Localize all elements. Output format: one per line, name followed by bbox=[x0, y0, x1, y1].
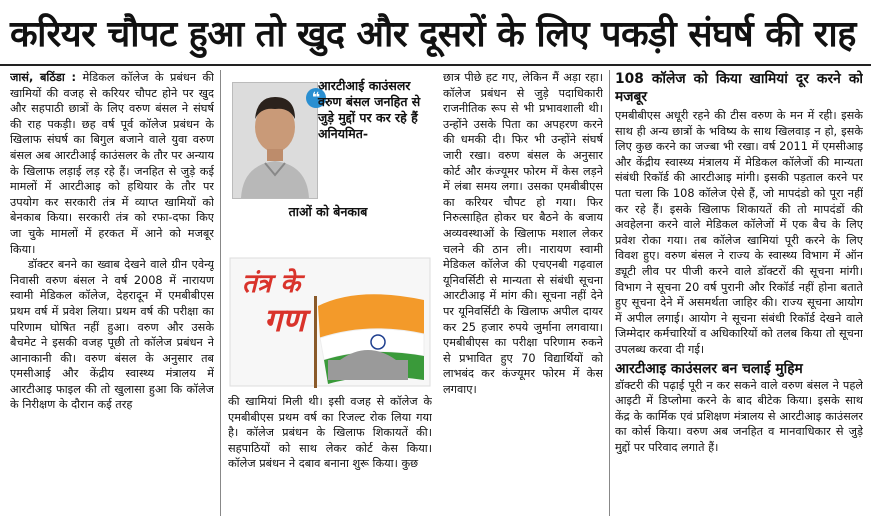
logo-text-2: गण bbox=[264, 301, 306, 339]
portrait-photo bbox=[232, 82, 318, 199]
column-divider-2 bbox=[609, 70, 610, 516]
column-1 bbox=[10, 70, 214, 518]
headline: करियर चौपट हुआ तो खुद और दूसरों के लिए पकड़ी संघर्ष की राह bbox=[10, 13, 856, 55]
tantra-ke-gan-logo bbox=[228, 256, 432, 388]
dateline: जासं, बठिंडा : bbox=[10, 71, 77, 84]
subhead-1: 108 कॉलेज को किया खामियां दूर करने को मजबूर bbox=[615, 71, 863, 105]
headline-rule bbox=[0, 64, 871, 66]
column-divider bbox=[220, 70, 221, 516]
column-2 bbox=[228, 394, 432, 518]
col1-para-2: डॉक्टर बनने का ख्वाब देखने वाले ग्रीन एवेन्यू निवासी वरुण बंसल ने वर्ष 2008 में नारायण स्वामी मेडिकल कॉलेज, देहरादून में एमबीबीएस प्रथम वर्ष में प्रवेश लिया। प्रथम वर्ष की परीक्षा का परिणाम घोषित नहीं हुआ। वरुण और उसके बैचमेट ने इसकी वजह पूछी तो कॉलेज प्रबंधन ने आनाकानी की। वरुण बंसल के अनुसार तब एमसीआई और केंद्रीय स्वास्थ्य मंत्रालय में आरटीआइ फाइल की तो खुलासा हुआ कि कॉलेज के निरीक्षण के दौरान कई तरह bbox=[10, 258, 214, 412]
quote-icon: ❝ bbox=[306, 88, 326, 108]
quote-text: आरटीआई काउंसलर वरुण बंसल जनहित से जुड़े मुद्दों पर कर रहे हैं अनियमित- bbox=[318, 78, 421, 141]
col4-para-2: डॉक्टरी की पढ़ाई पूरी न कर सकने वाले वरुण बंसल ने पहले आइटी में डिप्लोमा करने के बाद बीटेक किया। इसके साथ केंद्र के कार्मिक एवं प्रशिक्षण मंत्रालय से आरटीआइ काउंसलर का कोर्स किया। वरुण अब जनहित व मानवाधिकार से जुड़े मुद्दों पर परिवाद लगाते हैं। bbox=[615, 378, 863, 454]
column-3 bbox=[443, 70, 603, 518]
col1-para-1 bbox=[10, 70, 214, 257]
column-4 bbox=[615, 70, 863, 518]
subhead-2: आरटीआइ काउंसलर बन चलाई मुहिम bbox=[615, 360, 803, 377]
quote-tail: ताओं को बेनकाब bbox=[288, 204, 368, 219]
person-image bbox=[233, 83, 317, 198]
logo-text-1: तंत्र के bbox=[242, 269, 301, 299]
col1-text-1: मेडिकल कॉलेज के प्रबंधन की खामियों की वजह से करियर चौपट होने पर खुद और सहपाठी छात्रों के लिए वरुण बंसल ने संघर्ष की राह पकड़ी। छह वर्ष पूर्व कॉलेज प्रबंधन के खिलाफ संघर्ष का बिगुल बजाने वाले युवा वरुण बंसल अब आरटीआई काउंसलर के तौर पर अन्याय के खिलाफ लड़ाई लड़ रहे हैं। जनहित से जुड़े कई मामलों में आरटीआइ को हथियार के तौर पर उपयोग कर सरकारी तंत्र में व्याप्त खामियों को बेनकाब किया। सरकारी तंत्र को रफा-दफा किए जा चुके मामलों में हरकत में आने को मजबूर किया। bbox=[10, 71, 214, 256]
col4-para-1: एमबीबीएस अधूरी रहने की टीस वरुण के मन में रही। इसके साथ ही अन्य छात्रों के भविष्य के साथ खिलवाड़ न हो, इसके लिए कुछ करने का जज्बा भी रखा। वर्ष 2011 में एमसीआइ और केंद्रीय स्वास्थ्य मंत्रालय में मेडिकल कॉलेजों की मान्यता संबंधी रिकॉर्ड की आरटीआइ मांगी। इसकी पड़ताल करने पर पता चला कि 108 कॉलेज ऐसे हैं, जो मापदंडो को पूरा नहीं कर रहे हैं। इसके खिलाफ शिकायतें की तो मापदंडों की अवहेलना करने वाले मेडिकल कॉलेजों में एक बैच के लिए प्रवेश रोका गया। तब कॉलेज खामियां पूरी करने के लिए विवश हुए। वरुण बंसल ने राज्य के स्वास्थ्य विभाग में ऑन ड्यूटी लीव पर पीजी करने वाले डॉक्टरों की सूचना मांगी। विभाग ने सूचना 20 वर्ष पुरानी और रिकॉर्ड नहीं होना बताते हुए सूचना देने में असमर्थता जाहिर की। राज्य सूचना आयोग में अपील लगाई। आयोग ने सूचना संबंधी रिकॉर्ड देखने वाले जिम्मेदार कर्मचारियों व अधिकारियों को तलब किया तो सूचना उपलब्ध करवा दी गई। bbox=[615, 109, 863, 356]
col2-para-1: की खामियां मिली थी। इसी वजह से कॉलेज के एमबीबीएस प्रथम वर्ष का रिजल्ट रोक लिया गया है। कॉलेज प्रबंधन के खिलाफ शिकायतें की। सहपाठियों को साथ लेकर कोर्ट केस किया। कॉलेज प्रबंधन ने दबाव बनाना शुरू किया। कुछ bbox=[228, 395, 432, 471]
col3-para-1: छात्र पीछे हट गए, लेकिन मैं अड़ा रहा। कॉलेज प्रबंधन से जुड़े पदाधिकारी राजनीतिक रूप से भी प्रभावशाली थी। उन्होंने उसके पिता का अपहरण करने की धमकी दी। फिर भी उन्होंने संघर्ष जारी रखा। वरुण बंसल के अनुसार कोर्ट और कंज्यूमर फोरम में केस लड़ने में लंबा समय लगा। उसका एमबीबीएस का करियर चौपट हो गया। फिर निरुत्साहित होकर घर बैठने के बजाय अव्यवस्थाओं के खिलाफ मशाल लेकर चलने की ठान ली। नारायण स्वामी मेडिकल कॉलेज की एचएनबी गढ़वाल यूनिवर्सिटी से मान्यता से संबंधी सूचना आरटीआइ में मांग की। सूचना नहीं देने पर यूनिवर्सिटी के खिलाफ अपील दायर कर 25 हजार रुपये जुर्माना लगवाया। एमबीबीएस का परीक्षा परिणाम रुकने से प्रभावित हुए 70 विद्यार्थियों को लाभबंद कर कंज्यूमर फोरम में केस लगवाए। bbox=[443, 71, 603, 396]
